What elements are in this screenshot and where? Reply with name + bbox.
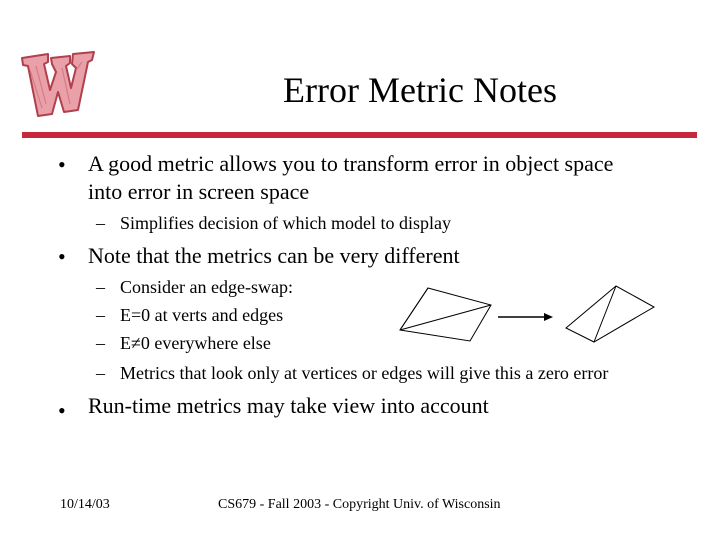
bullet-marker: • [58,244,66,269]
w-crest-icon [18,48,96,122]
sub-bullet-2-3: E≠0 everywhere else [120,333,271,353]
quad-after [566,286,654,342]
footer-copyright: CS679 - Fall 2003 - Copyright Univ. of Wisconsin [218,497,501,512]
sub-bullet-dash: – [96,277,105,297]
bullet-marker: • [58,398,66,423]
sub-bullet-2-4: Metrics that look only at vertices or edges will give this a zero error [120,363,609,383]
sub-bullet-dash: – [96,213,105,233]
right-arrow-icon [498,313,553,321]
bullet-marker: • [58,152,66,177]
sub-bullet-dash: – [96,305,105,325]
edge-swap-diagram [398,283,660,345]
bullet-3-line-1: Run-time metrics may take view into account [88,393,489,418]
title-divider [22,132,697,138]
sub-bullet-2-1: Consider an edge-swap: [120,277,293,297]
sub-bullet-dash: – [96,333,105,353]
quad-before [400,288,491,341]
slide-title: Error Metric Notes [283,70,557,110]
bullet-2-line-1: Note that the metrics can be very different [88,243,460,268]
sub-bullet-2-2: E=0 at verts and edges [120,305,284,325]
footer-date: 10/14/03 [60,497,110,512]
sub-bullet-1-1: Simplifies decision of which model to display [120,213,451,233]
bullet-1-line-2: into error in screen space [88,179,310,204]
sub-bullet-dash: – [96,363,105,383]
bullet-1-line-1: A good metric allows you to transform error in object space [88,151,614,176]
